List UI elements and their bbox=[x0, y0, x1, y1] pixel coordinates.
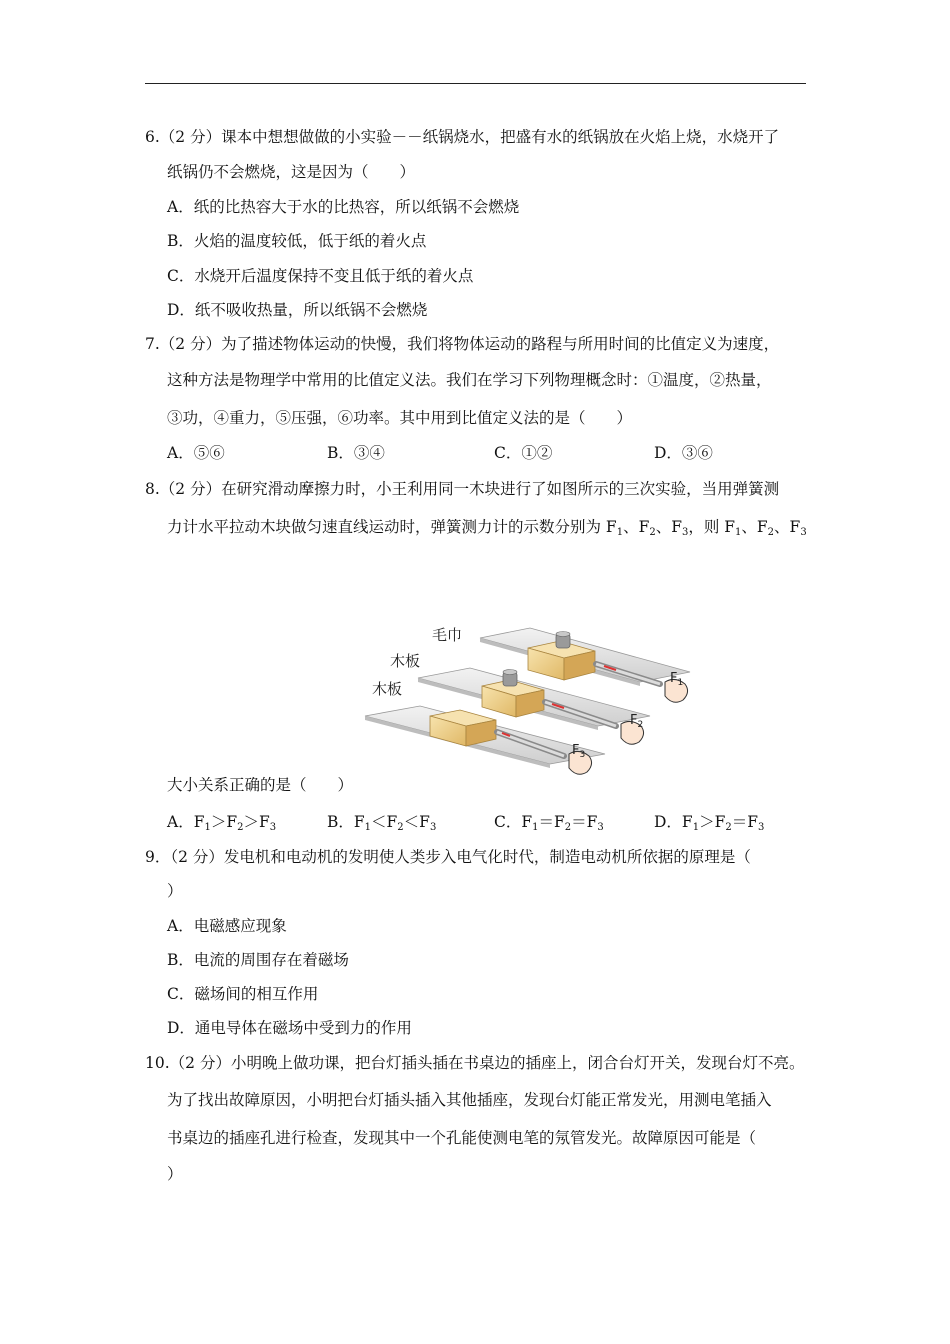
q7-stem-line1: 7.（2 分）为了描述物体运动的快慢，我们将物体运动的路程与所用时间的比值定义为速度， bbox=[145, 335, 780, 353]
wood-block-3 bbox=[430, 710, 496, 746]
q9-option-a: A．电磁感应现象 bbox=[167, 917, 287, 935]
header-rule bbox=[145, 83, 806, 84]
q6-option-a: A．纸的比热容大于水的比热容，所以纸锅不会燃烧 bbox=[167, 198, 520, 216]
q7-option-a: A．⑤⑥ bbox=[167, 444, 225, 462]
q10-stem-line2: 为了找出故障原因，小明把台灯插头插入其他插座，发现台灯能正常发光，用测电笔插入 bbox=[167, 1091, 772, 1109]
q8-stem-line3: 大小关系正确的是（ ） bbox=[167, 776, 354, 794]
board-label-1: 木板 bbox=[390, 652, 421, 670]
q6-stem-line2: 纸锅仍不会燃烧，这是因为（ ） bbox=[167, 163, 416, 181]
q8-stem-line2: 力计水平拉动木块做匀速直线运动时，弹簧测力计的示数分别为 $F_1$、$F_2$、$F_3$，则 $F_1$、$F_2$、$F_3$ bbox=[167, 518, 807, 538]
q6-option-b: B．火焰的温度较低，低于纸的着火点 bbox=[167, 232, 427, 250]
q7-option-b: B．③④ bbox=[327, 444, 385, 462]
q8-option-b: B．$F_1<F_2<F_3$ bbox=[327, 813, 437, 833]
towel-label: 毛巾 bbox=[432, 626, 463, 644]
q8-option-d: D．$F_1>F_2=F_3$ bbox=[654, 813, 765, 833]
q8-option-a: A．$F_1>F_2>F_3$ bbox=[167, 813, 277, 833]
board-label-2: 木板 bbox=[372, 680, 403, 698]
q6-stem-line1: 6.（2 分）课本中想想做做的小实验－－纸锅烧水，把盛有水的纸锅放在火焰上烧，水烧开了 bbox=[145, 128, 780, 146]
q9-option-b: B．电流的周围存在着磁场 bbox=[167, 951, 349, 969]
q9-stem-line1: 9．（2 分）发电机和电动机的发明使人类步入电气化时代，制造电动机所依据的原理是（ bbox=[145, 848, 751, 866]
q7-option-d: D．③⑥ bbox=[654, 444, 713, 462]
q8-option-c: C．$F_1=F_2=F_3$ bbox=[494, 813, 604, 833]
q8-stem-line1: 8.（2 分）在研究滑动摩擦力时，小王利用同一木块进行了如图所示的三次实验，当用弹簧测 bbox=[145, 480, 780, 498]
q7-option-c: C．①② bbox=[494, 444, 553, 462]
q6-option-c: C．水烧开后温度保持不变且低于纸的着火点 bbox=[167, 267, 474, 285]
q9-option-d: D．通电导体在磁场中受到力的作用 bbox=[167, 1019, 412, 1037]
force-label-2: $F_2$ bbox=[630, 713, 644, 730]
friction-experiment-figure bbox=[360, 620, 700, 792]
q9-stem-line2: ） bbox=[167, 882, 183, 900]
q10-stem-line4: ） bbox=[167, 1165, 183, 1183]
force-label-3: $F_3$ bbox=[572, 743, 586, 760]
q7-stem-line2: 这种方法是物理学中常用的比值定义法。我们在学习下列物理概念时：①温度，②热量， bbox=[167, 371, 772, 389]
q6-option-d: D．纸不吸收热量，所以纸锅不会燃烧 bbox=[167, 301, 428, 319]
q10-stem-line1: 10.（2 分）小明晚上做功课，把台灯插头插在书桌边的插座上，闭合台灯开关，发现台灯不亮。 bbox=[145, 1054, 805, 1072]
q7-stem-line3: ③功，④重力，⑤压强，⑥功率。其中用到比值定义法的是（ ） bbox=[167, 409, 633, 427]
q9-option-c: C．磁场间的相互作用 bbox=[167, 985, 319, 1003]
q10-stem-line3: 书桌边的插座孔进行检查，发现其中一个孔能使测电笔的氖管发光。故障原因可能是（ bbox=[167, 1129, 757, 1147]
force-label-1: $F_1$ bbox=[670, 671, 684, 688]
